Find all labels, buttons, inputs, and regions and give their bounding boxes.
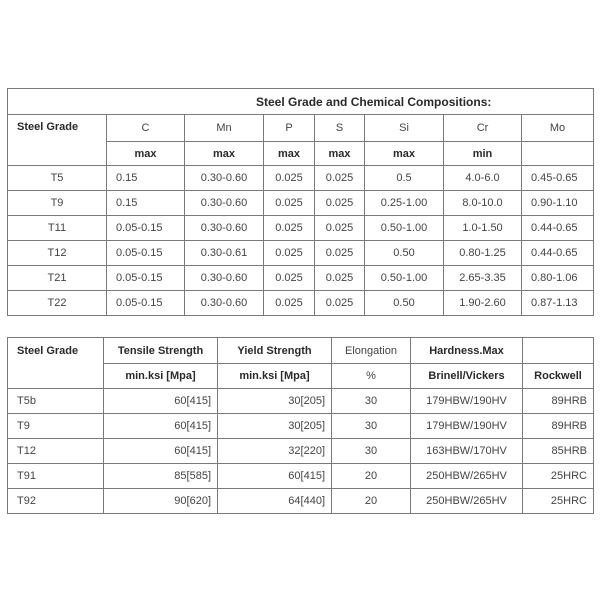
table-cell: 64[440] — [218, 489, 332, 514]
subheader-rockwell: Rockwell — [523, 364, 594, 389]
table-cell: 0.05-0.15 — [107, 291, 185, 316]
steel-grade-cell: T9 — [8, 191, 107, 216]
table-cell: 0.025 — [264, 291, 315, 316]
header-hardness-max: Hardness.Max — [411, 338, 523, 364]
table-cell: 0.05-0.15 — [107, 241, 185, 266]
subheader-c: max — [107, 142, 185, 166]
table-cell: 0.80-1.25 — [444, 241, 522, 266]
header-tensile-strength: Tensile Strength — [104, 338, 218, 364]
table-cell: 1.0-1.50 — [444, 216, 522, 241]
table-cell: 0.025 — [315, 241, 365, 266]
table-cell: 0.30-0.60 — [185, 266, 264, 291]
table-cell: 90[620] — [104, 489, 218, 514]
table-cell: 0.30-0.60 — [185, 216, 264, 241]
table-cell: 30[205] — [218, 414, 332, 439]
table-row — [8, 266, 594, 291]
table-cell: 0.50-1.00 — [365, 216, 444, 241]
table-cell: 0.15 — [107, 166, 185, 191]
table-cell: 0.025 — [315, 191, 365, 216]
table-cell: 0.30-0.60 — [185, 191, 264, 216]
header-p: P — [264, 115, 315, 142]
table-cell: 0.30-0.60 — [185, 166, 264, 191]
table-row — [8, 464, 594, 489]
table-cell: 179HBW/190HV — [411, 389, 523, 414]
table-row — [8, 191, 594, 216]
table-cell: 0.45-0.65 — [522, 166, 594, 191]
table-cell: 1.90-2.60 — [444, 291, 522, 316]
subheader-s: max — [315, 142, 365, 166]
table-cell: 8.0-10.0 — [444, 191, 522, 216]
mechanical-properties-table — [7, 337, 594, 514]
table-cell: 25HRC — [523, 464, 594, 489]
table-cell: 0.87-1.13 — [522, 291, 594, 316]
table-row — [8, 216, 594, 241]
table-cell: 85[585] — [104, 464, 218, 489]
table-cell: 0.025 — [315, 266, 365, 291]
table-cell: 60[415] — [104, 439, 218, 464]
table-cell: 0.30-0.61 — [185, 241, 264, 266]
steel-grade-cell: T22 — [8, 291, 107, 316]
chem-table-title: Steel Grade and Chemical Compositions: — [8, 89, 594, 115]
subheader-tensile-units: min.ksi [Mpa] — [104, 364, 218, 389]
table-cell: 163HBW/170HV — [411, 439, 523, 464]
table-cell: 60[415] — [104, 414, 218, 439]
table-cell: 0.80-1.06 — [522, 266, 594, 291]
mech-subheader-empty — [8, 364, 104, 389]
subheader-yield-units: min.ksi [Mpa] — [218, 364, 332, 389]
header-s: S — [315, 115, 365, 142]
header-cr: Cr — [444, 115, 522, 142]
chemical-composition-table — [7, 88, 594, 316]
table-cell: 0.50 — [365, 241, 444, 266]
steel-grade-cell: T12 — [8, 241, 107, 266]
table-cell: 30 — [332, 439, 411, 464]
header-elongation: Elongation — [332, 338, 411, 364]
subheader-si: max — [365, 142, 444, 166]
table-cell: 0.05-0.15 — [107, 216, 185, 241]
header-mn: Mn — [185, 115, 264, 142]
table-cell: 0.025 — [315, 166, 365, 191]
table-cell: 0.44-0.65 — [522, 216, 594, 241]
mech-header-steel-grade: Steel Grade — [8, 338, 104, 364]
table-cell: 0.15 — [107, 191, 185, 216]
subheader-mo-empty — [522, 142, 594, 166]
table-cell: 60[415] — [104, 389, 218, 414]
table-cell: 250HBW/265HV — [411, 489, 523, 514]
table-cell: 4.0-6.0 — [444, 166, 522, 191]
table-cell: 0.30-0.60 — [185, 291, 264, 316]
table-cell: 0.05-0.15 — [107, 266, 185, 291]
table-cell: 0.025 — [315, 216, 365, 241]
subheader-elongation-units: % — [332, 364, 411, 389]
table-row — [8, 241, 594, 266]
table-cell: 89HRB — [523, 389, 594, 414]
table-cell: 0.25-1.00 — [365, 191, 444, 216]
table-cell: 30 — [332, 414, 411, 439]
table-cell: 250HBW/265HV — [411, 464, 523, 489]
table-cell: 85HRB — [523, 439, 594, 464]
header-mo: Mo — [522, 115, 594, 142]
table-cell: 0.5 — [365, 166, 444, 191]
subheader-p: max — [264, 142, 315, 166]
table-cell: 0.025 — [264, 266, 315, 291]
table-cell: 30 — [332, 389, 411, 414]
table-cell: 2.65-3.35 — [444, 266, 522, 291]
table-cell: 0.50 — [365, 291, 444, 316]
table-cell: 0.90-1.10 — [522, 191, 594, 216]
table-cell: 0.025 — [264, 166, 315, 191]
table-cell: 89HRB — [523, 414, 594, 439]
steel-grade-cell: T9 — [8, 414, 104, 439]
subheader-brinell-vickers: Brinell/Vickers — [411, 364, 523, 389]
table-row — [8, 414, 594, 439]
steel-grade-cell: T91 — [8, 464, 104, 489]
header-steel-grade: Steel Grade — [8, 115, 107, 166]
steel-grade-cell: T5 — [8, 166, 107, 191]
table-cell: 30[205] — [218, 389, 332, 414]
steel-grade-cell: T12 — [8, 439, 104, 464]
table-row — [8, 291, 594, 316]
table-cell: 25HRC — [523, 489, 594, 514]
steel-grade-cell: T21 — [8, 266, 107, 291]
table-row — [8, 389, 594, 414]
steel-grade-cell: T5b — [8, 389, 104, 414]
header-si: Si — [365, 115, 444, 142]
header-hardness-empty — [523, 338, 594, 364]
subheader-cr: min — [444, 142, 522, 166]
table-cell: 20 — [332, 489, 411, 514]
table-cell: 0.025 — [315, 291, 365, 316]
header-c: C — [107, 115, 185, 142]
header-yield-strength: Yield Strength — [218, 338, 332, 364]
subheader-mn: max — [185, 142, 264, 166]
table-cell: 0.025 — [264, 241, 315, 266]
table-cell: 0.025 — [264, 191, 315, 216]
table-cell: 32[220] — [218, 439, 332, 464]
steel-grade-cell: T11 — [8, 216, 107, 241]
table-cell: 60[415] — [218, 464, 332, 489]
table-cell: 0.025 — [264, 216, 315, 241]
table-row — [8, 439, 594, 464]
steel-grade-cell: T92 — [8, 489, 104, 514]
table-row — [8, 166, 594, 191]
table-cell: 0.50-1.00 — [365, 266, 444, 291]
table-cell: 0.44-0.65 — [522, 241, 594, 266]
table-cell: 20 — [332, 464, 411, 489]
table-cell: 179HBW/190HV — [411, 414, 523, 439]
table-row — [8, 489, 594, 514]
